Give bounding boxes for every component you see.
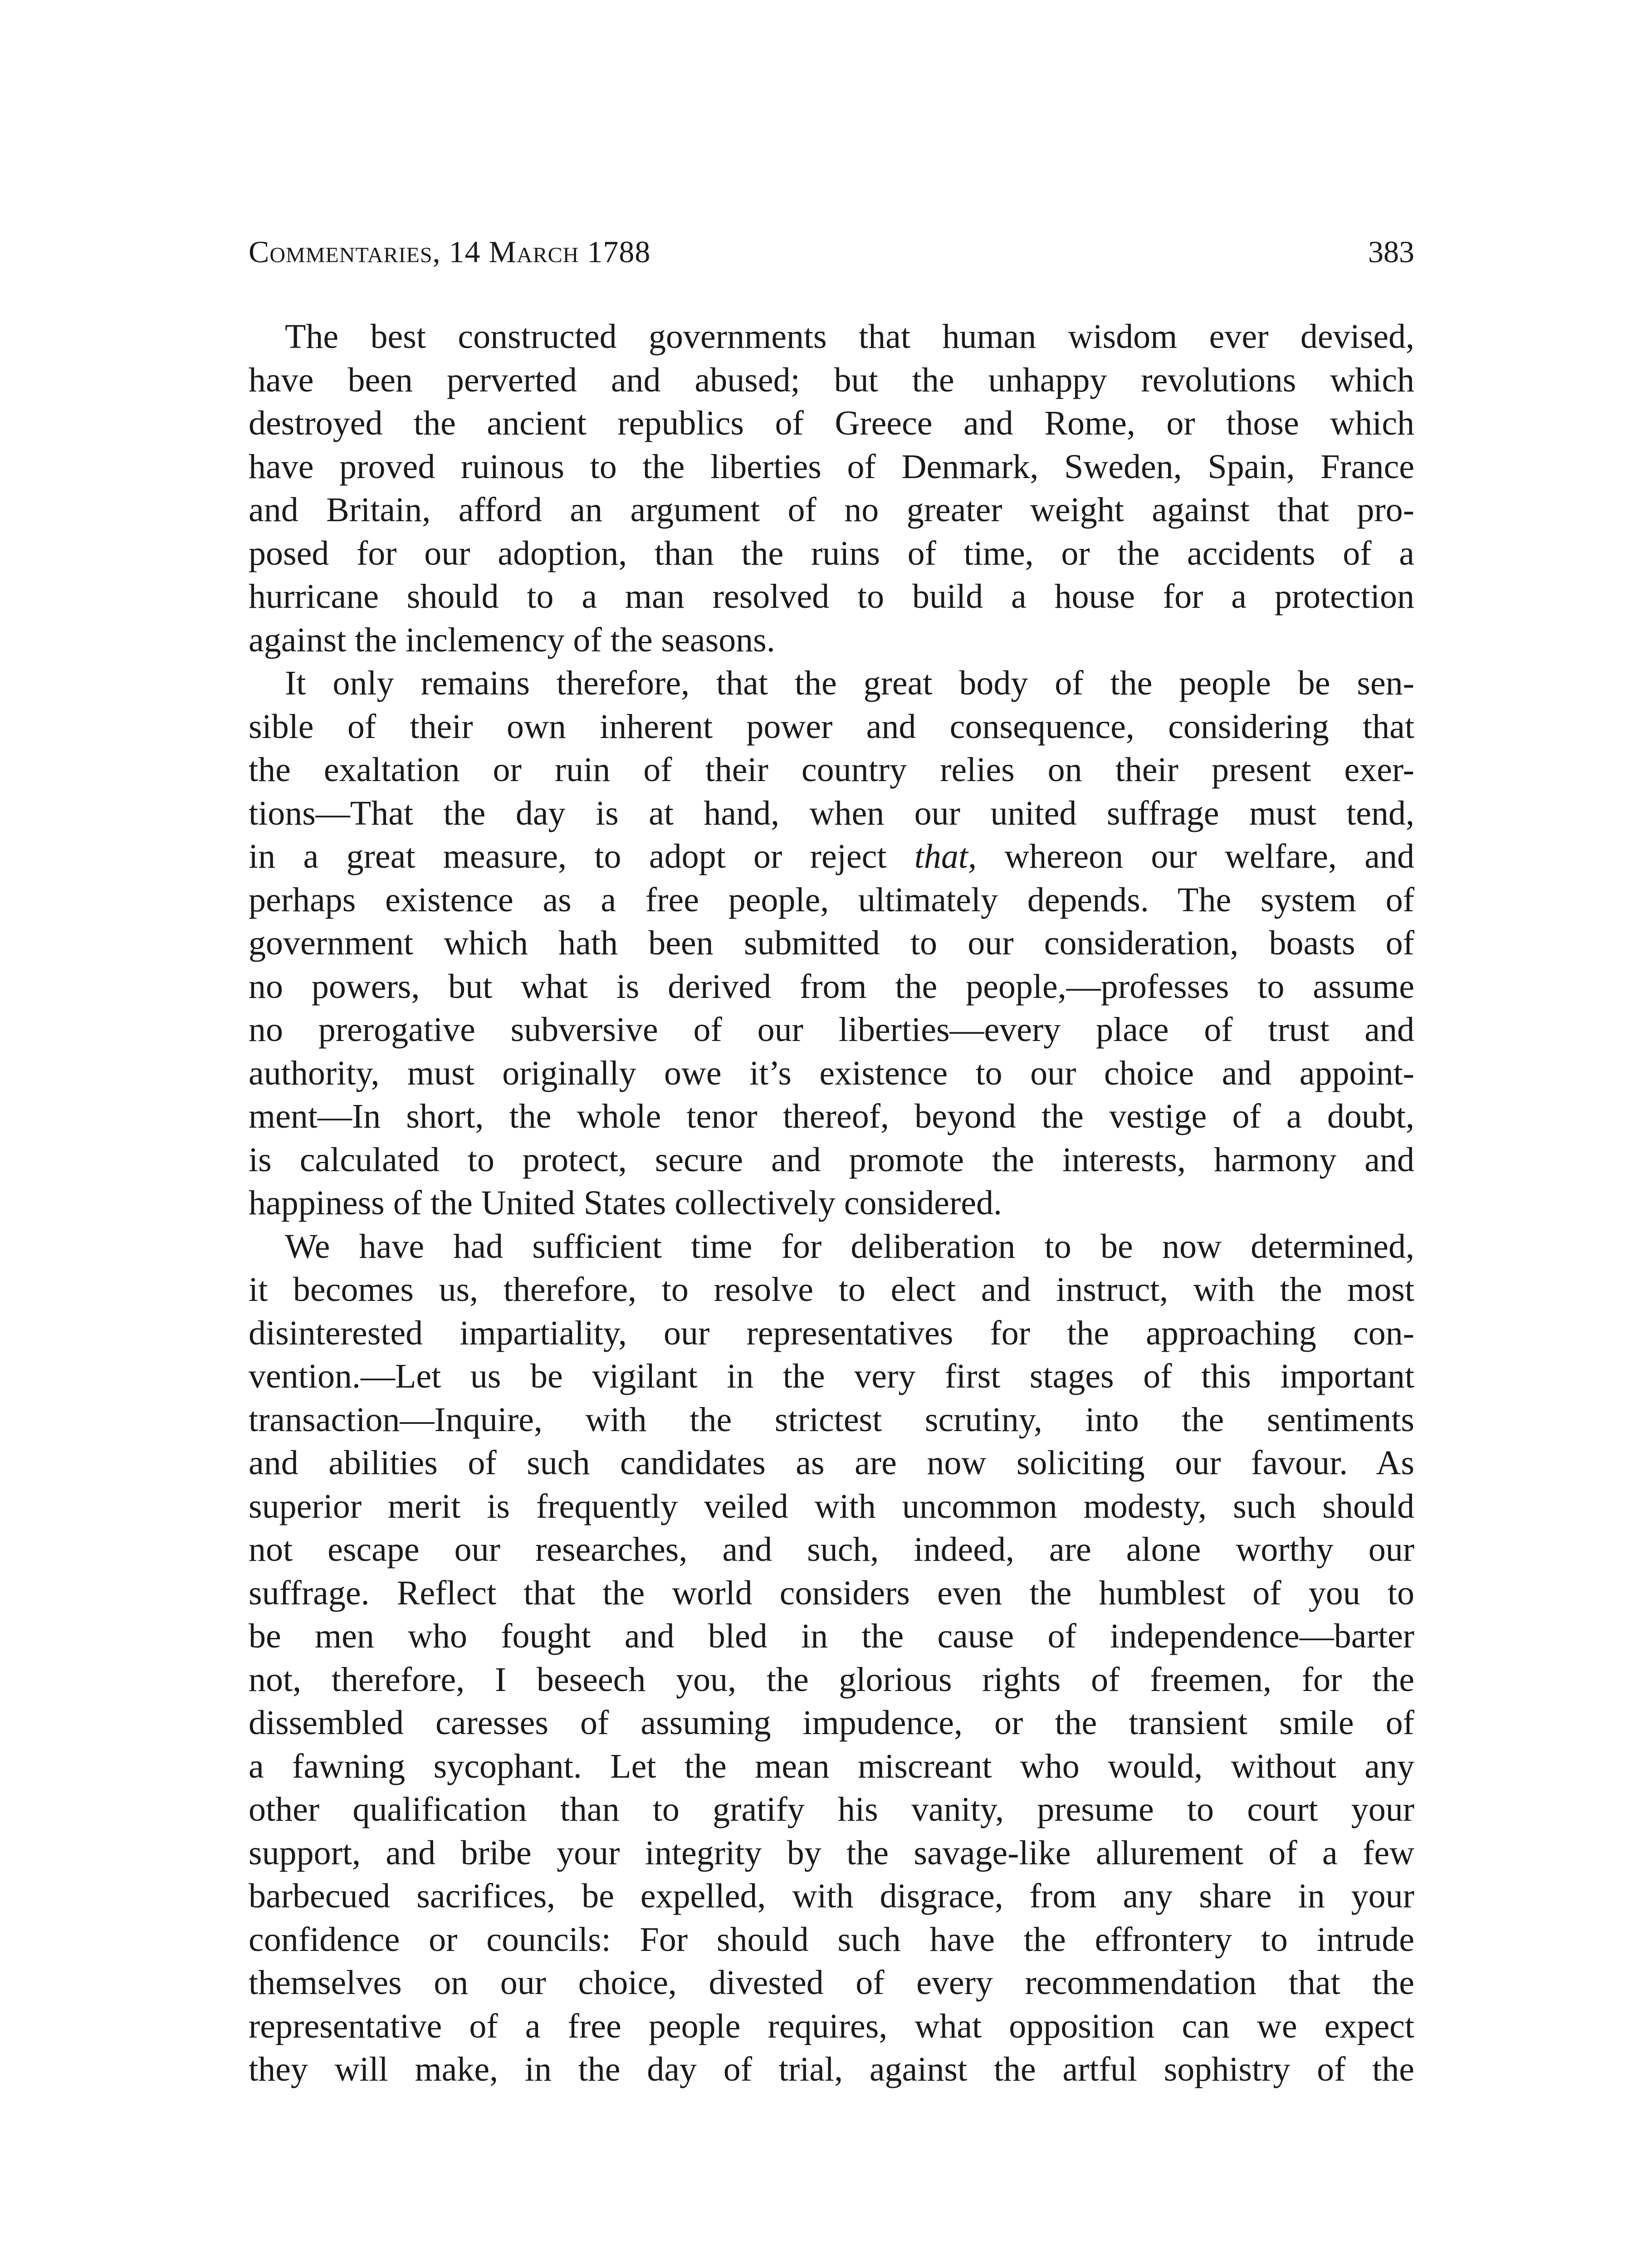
text-line: destroyed the ancient republics of Greece and Rome, or those which xyxy=(249,404,1414,442)
text-segment: in a great measure, to adopt or reject xyxy=(249,837,914,875)
text-line: happiness of the United States collectively considered. xyxy=(249,1184,1002,1222)
text-line: is calculated to protect, secure and promote the interests, harmony and xyxy=(249,1140,1414,1179)
body-text xyxy=(249,315,1414,2092)
text-line: authority, must originally owe it’s existence to our choice and appoint- xyxy=(249,1054,1414,1092)
text-line: confidence or councils: For should such have the effrontery to intrude xyxy=(249,1920,1414,1959)
text-line: themselves on our choice, divested of every recommendation that the xyxy=(249,1964,1414,2002)
text-line: against the inclemency of the seasons. xyxy=(249,621,775,659)
text-line: It only remains therefore, that the great body of the people be sen- xyxy=(285,664,1414,702)
text-line: it becomes us, therefore, to resolve to elect and instruct, with the most xyxy=(249,1271,1414,1309)
text-line: other qualification than to gratify his vanity, presume to court your xyxy=(249,1790,1414,1828)
text-line: barbecued sacrifices, be expelled, with disgrace, from any share in your xyxy=(249,1877,1414,1915)
text-line: have proved ruinous to the liberties of Denmark, Sweden, Spain, France xyxy=(249,447,1414,486)
text-line: perhaps existence as a free people, ultimately depends. The system of xyxy=(249,880,1414,919)
text-line: The best constructed governments that human wisdom ever devised, xyxy=(285,318,1414,356)
italic-word: that, xyxy=(914,837,977,875)
text-line: transaction—Inquire, with the strictest scrutiny, into the sentiments xyxy=(249,1400,1414,1439)
text-line: be men who fought and bled in the cause of independence—barter xyxy=(249,1617,1414,1655)
text-line: disinterested impartiality, our representatives for the approaching con- xyxy=(249,1314,1414,1352)
text-line: not escape our researches, and such, indeed, are alone worthy our xyxy=(249,1530,1414,1569)
text-line: not, therefore, I beseech you, the glorious rights of freemen, for the xyxy=(249,1660,1414,1699)
text-line: suffrage. Reflect that the world considers even the humblest of you to xyxy=(249,1574,1414,1612)
text-line: dissembled caresses of assuming impudence, or the transient smile of xyxy=(249,1704,1414,1742)
text-line: and abilities of such candidates as are now soliciting our favour. As xyxy=(249,1444,1414,1482)
text-line: ment—In short, the whole tenor thereof, beyond the vestige of a doubt, xyxy=(249,1097,1414,1135)
running-head-title: Commentaries, 14 March 1788 xyxy=(249,235,651,269)
text-line: a fawning sycophant. Let the mean miscreant who would, without any xyxy=(249,1747,1414,1785)
text-line: government which hath been submitted to our consideration, boasts of xyxy=(249,924,1414,962)
text-line: hurricane should to a man resolved to build a house for a protection xyxy=(249,577,1414,616)
text-line: superior merit is frequently veiled with uncommon modesty, such should xyxy=(249,1487,1414,1525)
text-line: sible of their own inherent power and consequence, considering that xyxy=(249,707,1414,746)
text-line: tions—That the day is at hand, when our united suffrage must tend, xyxy=(249,794,1414,832)
text-segment: whereon our welfare, and xyxy=(977,837,1414,875)
text-line: the exaltation or ruin of their country relies on their present exer- xyxy=(249,751,1414,789)
text-line: have been perverted and abused; but the unhappy revolutions which xyxy=(249,361,1414,399)
page-number: 383 xyxy=(1368,235,1414,269)
text-line-with-italic xyxy=(249,835,1414,879)
text-line: representative of a free people requires, what opposition can we expect xyxy=(249,2007,1414,2045)
text-line: support, and bribe your integrity by the savage-like allurement of a few xyxy=(249,1833,1414,1872)
text-line: posed for our adoption, than the ruins of time, or the accidents of a xyxy=(249,534,1414,572)
text-line: and Britain, afford an argument of no greater weight against that pro- xyxy=(249,491,1414,529)
text-line: no prerogative subversive of our liberties—every place of trust and xyxy=(249,1011,1414,1049)
text-line: they will make, in the day of trial, against the artful sophistry of the xyxy=(249,2050,1414,2088)
running-head xyxy=(249,229,1414,274)
text-line: no powers, but what is derived from the people,—professes to assume xyxy=(249,967,1414,1006)
text-line: We have had sufficient time for deliberation to be now determined, xyxy=(285,1227,1414,1266)
text-line: vention.—Let us be vigilant in the very first stages of this important xyxy=(249,1357,1414,1395)
